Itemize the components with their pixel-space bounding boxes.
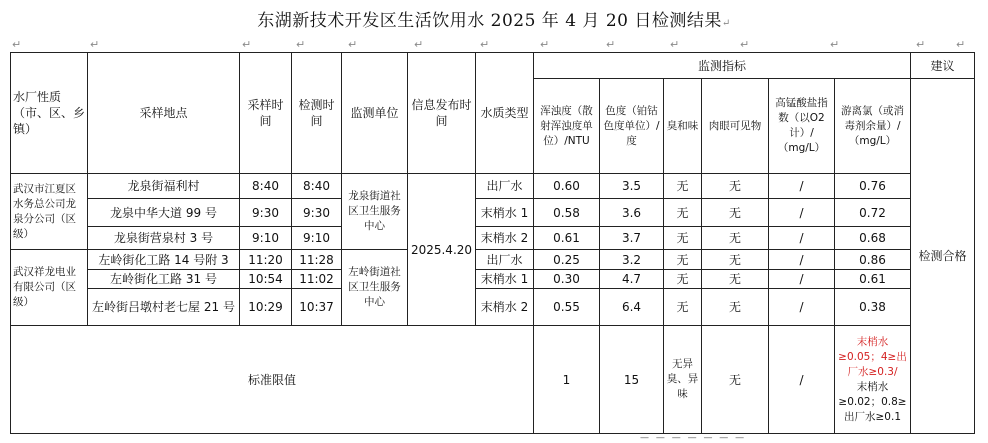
sample-time-cell: 10:29 bbox=[240, 289, 292, 326]
limit-turbidity: 1 bbox=[534, 326, 600, 434]
visible-cell: 无 bbox=[702, 199, 769, 227]
site-cell: 龙泉中华大道 99 号 bbox=[88, 199, 240, 227]
plant-cell: 武汉祥龙电业有限公司（区级） bbox=[11, 250, 88, 326]
odor-cell: 无 bbox=[664, 227, 702, 250]
visible-cell: 无 bbox=[702, 270, 769, 289]
limits-row bbox=[11, 326, 975, 434]
color-cell: 3.2 bbox=[600, 250, 664, 270]
limit-color: 15 bbox=[600, 326, 664, 434]
odor-cell: 无 bbox=[664, 289, 702, 326]
odor-cell: 无 bbox=[664, 250, 702, 270]
water-type-cell: 出厂水 bbox=[476, 174, 534, 199]
cell-mark: ↵ bbox=[12, 38, 22, 51]
limit-visible: 无 bbox=[702, 326, 769, 434]
cell-mark: ↵ bbox=[740, 38, 750, 51]
turbidity-cell: 0.58 bbox=[534, 199, 600, 227]
cell-mark: ↵ bbox=[90, 38, 100, 51]
header-color: 色度（铂钴色度单位）/度 bbox=[600, 79, 664, 174]
color-cell: 3.6 bbox=[600, 199, 664, 227]
header-odor: 臭和味 bbox=[664, 79, 702, 174]
header-indicators: 监测指标 bbox=[534, 53, 911, 79]
kmno4-cell: / bbox=[769, 199, 835, 227]
table-row bbox=[11, 174, 975, 199]
chlorine-cell: 0.86 bbox=[835, 250, 911, 270]
limit-odor: 无异臭、异味 bbox=[664, 326, 702, 434]
water-type-cell: 末梢水 1 bbox=[476, 270, 534, 289]
site-cell: 左岭街化工路 14 号附 3 bbox=[88, 250, 240, 270]
header-suggestion: 建议 bbox=[911, 53, 975, 79]
header-turbidity: 浑浊度（散射浑浊度单位）/NTU bbox=[534, 79, 600, 174]
water-type-cell: 末梢水 2 bbox=[476, 289, 534, 326]
table-row bbox=[11, 250, 975, 270]
site-cell: 龙泉街营泉村 3 号 bbox=[88, 227, 240, 250]
sample-time-cell: 9:30 bbox=[240, 199, 292, 227]
sample-time-cell: 10:54 bbox=[240, 270, 292, 289]
cell-mark: ↵ bbox=[540, 38, 550, 51]
cell-mark: ↵ bbox=[956, 38, 966, 51]
header-site: 采样地点 bbox=[88, 53, 240, 174]
chlorine-cell: 0.76 bbox=[835, 174, 911, 199]
header-sample-time: 采样时间 bbox=[240, 53, 292, 174]
test-time-cell: 9:30 bbox=[292, 199, 342, 227]
odor-cell: 无 bbox=[664, 270, 702, 289]
limit-kmno4: / bbox=[769, 326, 835, 434]
water-type-cell: 末梢水 1 bbox=[476, 199, 534, 227]
chlorine-cell: 0.38 bbox=[835, 289, 911, 326]
header-visible: 肉眼可见物 bbox=[702, 79, 769, 174]
cell-mark: ↵ bbox=[670, 38, 680, 51]
test-time-cell: 8:40 bbox=[292, 174, 342, 199]
sample-time-cell: 8:40 bbox=[240, 174, 292, 199]
sample-time-cell: 9:10 bbox=[240, 227, 292, 250]
header-plant: 水厂性质（市、区、乡镇） bbox=[11, 53, 88, 174]
suggestion-value: 检测合格 bbox=[911, 79, 975, 434]
test-time-cell: 10:37 bbox=[292, 289, 342, 326]
release-time-cell: 2025.4.20 bbox=[408, 174, 476, 326]
site-cell: 左岭街吕墩村老七屋 21 号 bbox=[88, 289, 240, 326]
site-cell: 左岭街化工路 31 号 bbox=[88, 270, 240, 289]
color-cell: 3.7 bbox=[600, 227, 664, 250]
kmno4-cell: / bbox=[769, 250, 835, 270]
results-table bbox=[10, 52, 975, 434]
color-cell: 3.5 bbox=[600, 174, 664, 199]
cell-mark: ↵ bbox=[480, 38, 490, 51]
color-cell: 4.7 bbox=[600, 270, 664, 289]
paragraph-mark: ↵ bbox=[721, 18, 731, 29]
cut-off-footer-fragment: — — — — — — — bbox=[640, 433, 747, 443]
cell-mark: ↵ bbox=[606, 38, 616, 51]
kmno4-cell: / bbox=[769, 227, 835, 250]
unit-cell: 龙泉街道社区卫生服务中心 bbox=[342, 174, 408, 250]
visible-cell: 无 bbox=[702, 227, 769, 250]
visible-cell: 无 bbox=[702, 250, 769, 270]
page-title bbox=[0, 6, 988, 31]
limit-chlorine-black: 末梢水≥0.02；0.8≥出厂水≥0.1 bbox=[838, 380, 907, 423]
chlorine-cell: 0.68 bbox=[835, 227, 911, 250]
kmno4-cell: / bbox=[769, 174, 835, 199]
table-top-marks bbox=[10, 38, 988, 52]
chlorine-cell: 0.72 bbox=[835, 199, 911, 227]
chlorine-cell: 0.61 bbox=[835, 270, 911, 289]
test-time-cell: 9:10 bbox=[292, 227, 342, 250]
color-cell: 6.4 bbox=[600, 289, 664, 326]
test-time-cell: 11:02 bbox=[292, 270, 342, 289]
site-cell: 龙泉街福利村 bbox=[88, 174, 240, 199]
table-row bbox=[11, 199, 975, 227]
cell-mark: ↵ bbox=[916, 38, 926, 51]
header-kmno4: 高锰酸盐指数（以O2计）/（mg/L） bbox=[769, 79, 835, 174]
table-row bbox=[11, 289, 975, 326]
sample-time-cell: 11:20 bbox=[240, 250, 292, 270]
table-row bbox=[11, 227, 975, 250]
turbidity-cell: 0.55 bbox=[534, 289, 600, 326]
water-type-cell: 末梢水 2 bbox=[476, 227, 534, 250]
visible-cell: 无 bbox=[702, 174, 769, 199]
header-unit: 监测单位 bbox=[342, 53, 408, 174]
table-row bbox=[11, 270, 975, 289]
cell-mark: ↵ bbox=[242, 38, 252, 51]
kmno4-cell: / bbox=[769, 289, 835, 326]
limit-chlorine-red: 末梢水≥0.05；4≥出厂水≥0.3/ bbox=[838, 335, 907, 378]
turbidity-cell: 0.25 bbox=[534, 250, 600, 270]
limit-chlorine bbox=[835, 326, 911, 434]
header-chlorine: 游离氯（或消毒剂余量）/（mg/L） bbox=[835, 79, 911, 174]
cell-mark: ↵ bbox=[830, 38, 840, 51]
plant-cell: 武汉市江夏区水务总公司龙泉分公司（区级） bbox=[11, 174, 88, 250]
header-water-type: 水质类型 bbox=[476, 53, 534, 174]
odor-cell: 无 bbox=[664, 199, 702, 227]
cell-mark: ↵ bbox=[414, 38, 424, 51]
header-test-time: 检测时间 bbox=[292, 53, 342, 174]
limits-label: 标准限值 bbox=[11, 326, 534, 434]
cell-mark: ↵ bbox=[348, 38, 358, 51]
unit-cell: 左岭街道社区卫生服务中心 bbox=[342, 250, 408, 326]
title-text: 东湖新技术开发区生活饮用水 2025 年 4 月 20 日检测结果 bbox=[257, 11, 722, 31]
kmno4-cell: / bbox=[769, 270, 835, 289]
odor-cell: 无 bbox=[664, 174, 702, 199]
header-release-time: 信息发布时间 bbox=[408, 53, 476, 174]
turbidity-cell: 0.30 bbox=[534, 270, 600, 289]
water-type-cell: 出厂水 bbox=[476, 250, 534, 270]
turbidity-cell: 0.60 bbox=[534, 174, 600, 199]
test-time-cell: 11:28 bbox=[292, 250, 342, 270]
cell-mark: ↵ bbox=[296, 38, 306, 51]
turbidity-cell: 0.61 bbox=[534, 227, 600, 250]
visible-cell: 无 bbox=[702, 289, 769, 326]
